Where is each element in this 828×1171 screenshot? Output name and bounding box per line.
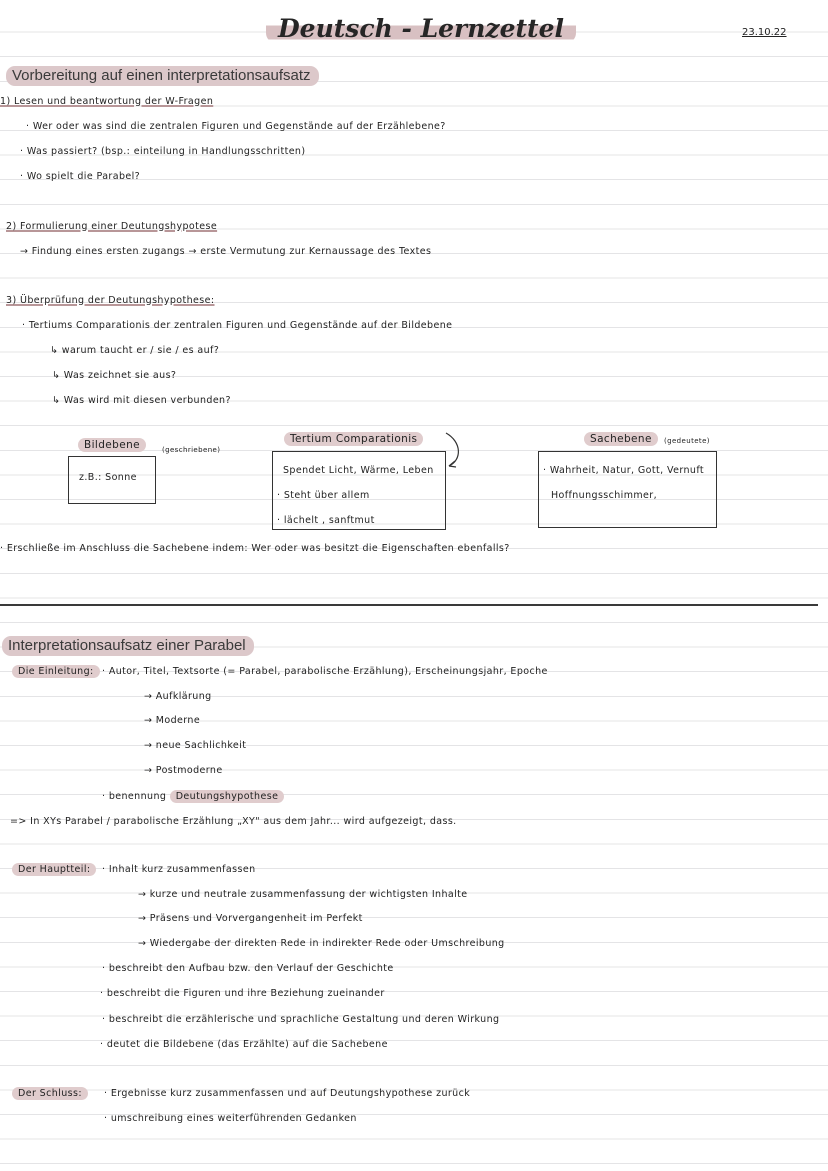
step-3-item: ↳ Was zeichnet sie aus? — [52, 370, 177, 381]
date: 23.10.22 — [742, 27, 787, 38]
hauptteil-sub: → Wiedergabe der direkten Rede in indirekter Rede oder Umschreibung — [138, 938, 505, 949]
hauptteil-point: · deutet die Bildebene (das Erzählte) auf die Sachebene — [100, 1039, 388, 1050]
sachebene-line: · Wahrheit, Natur, Gott, Vernuft — [543, 465, 705, 476]
step-2-title: 2) Formulierung einer Deutungshypotese — [6, 221, 218, 232]
section-heading-preparation: Vorbereitung auf einen interpretationsaufsatz — [6, 66, 319, 86]
schluss-label: Der Schluss: — [12, 1087, 88, 1100]
step-1-item: · Wo spielt die Parabel? — [20, 171, 141, 182]
benennung-line — [102, 791, 284, 802]
hauptteil-point: · beschreibt die erzählerische und sprachliche Gestaltung und deren Wirkung — [102, 1014, 500, 1025]
hauptteil-point: · beschreibt den Aufbau bzw. den Verlauf der Geschichte — [102, 963, 394, 974]
tertium-line: Spendet Licht, Wärme, Leben — [283, 465, 434, 476]
hauptteil-label: Der Hauptteil: — [12, 863, 96, 876]
tertium-line: · Steht über allem — [277, 490, 370, 501]
bildebene-note: (geschriebene) — [162, 446, 221, 454]
bildebene-label: Bildebene — [78, 438, 146, 452]
sachebene-note: (gedeutete) — [664, 437, 710, 445]
section-divider — [0, 604, 818, 606]
benennung-highlight: Deutungshypothese — [170, 790, 285, 803]
schluss-line: · Ergebnisse kurz zusammenfassen und auf Deutungshypothese zurück — [104, 1088, 471, 1099]
page-title: Deutsch - Lernzettel — [266, 14, 576, 43]
step-3-item: ↳ warum taucht er / sie / es auf? — [50, 345, 220, 356]
step-3-item: ↳ Was wird mit diesen verbunden? — [52, 395, 231, 406]
sachebene-box — [538, 451, 717, 528]
step-3-title: 3) Überprüfung der Deutungshypothese: — [6, 295, 215, 306]
epoch-item: → Postmoderne — [144, 765, 223, 776]
step-1-item: · Wer oder was sind die zentralen Figuren und Gegenstände auf der Erzählebene? — [26, 121, 446, 132]
einleitung-line: · Autor, Titel, Textsorte (= Parabel, parabolische Erzählung), Erscheinungsjahr, Epoche — [102, 666, 548, 677]
tertium-box — [272, 451, 446, 530]
sachebene-label: Sachebene — [584, 432, 658, 446]
step-3-item: · Tertiums Comparationis der zentralen Figuren und Gegenstände auf der Bildebene — [22, 320, 453, 331]
curved-arrow-icon — [440, 430, 470, 470]
bildebene-content: z.B.: Sonne — [79, 472, 137, 483]
einleitung-label: Die Einleitung: — [12, 665, 100, 678]
tertium-line: · lächelt , sanftmut — [277, 515, 375, 526]
epoch-item: → neue Sachlichkeit — [144, 740, 247, 751]
conclusion-line: · Erschließe im Anschluss die Sachebene indem: Wer oder was besitzt die Eigenschaften ebenfalls? — [0, 543, 510, 554]
step-2-detail: → Findung eines ersten zugangs → erste Vermutung zur Kernaussage des Textes — [20, 246, 432, 257]
bildebene-box — [68, 456, 156, 504]
hauptteil-line: · Inhalt kurz zusammenfassen — [102, 864, 256, 875]
hauptteil-point: · beschreibt die Figuren und ihre Beziehung zueinander — [100, 988, 385, 999]
epoch-item: → Moderne — [144, 715, 201, 726]
schluss-line: · umschreibung eines weiterführenden Gedanken — [104, 1113, 357, 1124]
step-1-item: · Was passiert? (bsp.: einteilung in Handlungsschritten) — [20, 146, 306, 157]
section-heading-parabel: Interpretationsaufsatz einer Parabel — [2, 636, 254, 656]
epoch-item: → Aufklärung — [144, 691, 212, 702]
tertium-label: Tertium Comparationis — [284, 432, 423, 446]
hauptteil-sub: → Präsens und Vorvergangenheit im Perfekt — [138, 913, 363, 924]
sachebene-line: Hoffnungsschimmer, — [551, 490, 657, 501]
step-1-title: 1) Lesen und beantwortung der W-Fragen — [0, 96, 214, 107]
benennung-text: · benennung — [102, 791, 167, 802]
hauptteil-sub: → kurze und neutrale zusammenfassung der wichtigsten Inhalte — [138, 889, 468, 900]
example-sentence: => In XYs Parabel / parabolische Erzählung „XY" aus dem Jahr... wird aufgezeigt, dass. — [10, 816, 457, 827]
